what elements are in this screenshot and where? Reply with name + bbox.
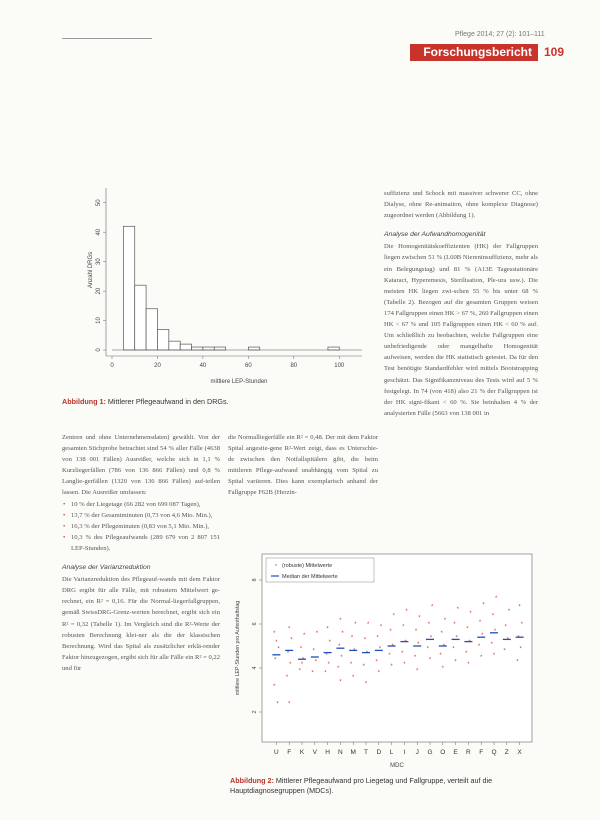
figure1-histogram	[62, 180, 372, 390]
mean-point: *	[518, 604, 521, 611]
x-tick-label: 60	[245, 363, 252, 369]
y-tick-label: 20	[96, 287, 102, 295]
mean-point: *	[519, 646, 522, 653]
mean-point: *	[453, 622, 456, 629]
mean-point: *	[315, 631, 319, 637]
figure2-caption-label: Abbildung 2:	[230, 776, 274, 785]
mean-point: *	[327, 661, 330, 668]
figure2-legend	[266, 558, 374, 582]
mean-point: *	[349, 661, 353, 668]
histogram-bar	[203, 347, 214, 350]
legend-mean-label: (robuste) Mittelwerte	[282, 563, 333, 569]
mean-point: *	[439, 653, 442, 659]
mean-point: *	[452, 646, 455, 653]
y-tick-label: 6	[252, 622, 258, 626]
mean-point: *	[277, 646, 280, 653]
mean-point: *	[290, 637, 293, 644]
mean-point: *	[288, 701, 291, 708]
mean-point: *	[340, 655, 343, 662]
mean-point: *	[273, 631, 276, 637]
x-tick-label: F	[287, 749, 292, 756]
mean-point: *	[428, 657, 432, 664]
y-tick-label: 4	[252, 666, 258, 670]
mean-point: *	[506, 637, 510, 644]
mean-point: *	[440, 631, 443, 637]
mean-point: *	[495, 595, 498, 602]
figure1-caption	[62, 397, 362, 407]
figure1-caption-label: Abbildung 1:	[62, 397, 106, 406]
x-tick-label: V	[312, 749, 317, 756]
mean-point: *	[390, 664, 393, 670]
text-column-left	[62, 432, 220, 674]
paragraph: Zentren und ohne Unternehmensdaten) gewählt. Von der gesamten Stichprobe betrachtet sind 54 % aller Fälle (4638 von 138 001 Fällen) Ausreißer, welche sich in 1,1 % Kurzliegerfällen (786 von 136 866 Fällen) und 0,8 % Langlie-gerfällen (1320 von 136 866 Fällen) auf-teilen lassen. Die Ausreißer umfassen:	[62, 434, 220, 497]
mean-point: *	[477, 644, 481, 651]
mean-point: *	[379, 624, 383, 631]
mean-point: *	[401, 650, 404, 657]
mean-point: *	[480, 655, 483, 662]
legend-marker-mean: *	[275, 564, 278, 570]
bullet-list	[62, 499, 220, 554]
histogram-bar	[214, 347, 225, 350]
x-tick-label: H	[325, 749, 330, 756]
x-tick-label: 80	[290, 363, 298, 369]
list-item: • 13,7 % der Gesamtminuten (0,73 von 4,6 Mio. Min.),	[71, 510, 220, 521]
x-tick-label: 100	[334, 363, 345, 369]
mean-point: *	[492, 653, 496, 659]
text-column-right	[384, 188, 538, 419]
mean-point: *	[426, 646, 429, 653]
mean-point: *	[377, 670, 380, 677]
mean-point: *	[465, 650, 468, 657]
mean-point: *	[362, 664, 365, 670]
paragraph: Die Varianzreduktion des Pflegeauf-wands mit dem Faktor DRG ergibt für alle Fälle, mit robustem Mittelwert ge-rechnet, ein R² = 0,16. Für die Normal-liegerfallgruppen, gemäß SwissDRG-Grenz-werten berechnet, ergibt sich ein R² = 0,32 (Tabelle 1). Im Vergleich sind die R²-Werte der robusten Berechnung klei-ner als die der klassischen Berechnung. Wird das Spital als zusätzlicher erklä-render Faktor hinzugezogen, ergibt sich für alle Fälle ein R² = 0,22 und für	[62, 576, 220, 672]
figure2-ylabel: mittlere LEP-Stunden pro Aufenthaltstag	[235, 600, 241, 696]
mean-point: *	[365, 650, 369, 657]
list-item: • 10,3 % des Pflegeaufwands (289 679 von 2 807 151 LEP-Stunden).	[71, 532, 220, 554]
mean-point: *	[443, 617, 447, 624]
mean-point: *	[299, 646, 303, 653]
header-rule	[62, 38, 152, 39]
x-tick-label: M	[350, 749, 356, 756]
figure1-caption-text: Mittlerer Pflegeaufwand in den DRGs.	[107, 397, 229, 406]
mean-point: *	[507, 609, 511, 615]
mean-point: *	[388, 653, 391, 659]
mean-point: *	[303, 633, 306, 640]
x-tick-label: Z	[504, 749, 509, 756]
x-tick-label: E	[453, 749, 458, 756]
mean-point: *	[325, 653, 328, 659]
mean-point: *	[376, 635, 379, 642]
mean-point: *	[391, 644, 394, 651]
mean-point: *	[337, 666, 340, 673]
x-tick-label: 0	[110, 363, 114, 369]
mean-point: *	[301, 657, 305, 664]
x-tick-label: R	[466, 749, 471, 756]
mean-point: *	[378, 646, 382, 653]
histogram-bar	[157, 329, 168, 350]
mean-point: *	[354, 622, 357, 629]
section-heading: Analyse der Aufwandhomogenität	[384, 231, 486, 239]
mean-point: *	[482, 602, 485, 609]
paragraph: die Normalliegerfälle ein R² = 0,48. Der mit dem Faktor Spital angestie-gene R²-Wert zeigt, dass es Unterschie-de zwischen den Notfallspitälern gibt, die beim mittleren Pflege-aufwand unabhängig vom Spital zu Spital variieren. Dies kann exemplarisch anhand der Fallgruppe F62B (Herzin-	[228, 434, 378, 497]
mean-point: *	[504, 624, 507, 631]
mean-point: *	[339, 617, 342, 624]
x-tick-label: K	[299, 749, 305, 756]
mean-point: *	[326, 626, 329, 633]
mean-point: *	[442, 644, 446, 651]
x-tick-label: X	[517, 749, 522, 756]
figure2-caption	[230, 776, 542, 796]
mean-point: *	[339, 679, 342, 686]
mean-point: *	[314, 659, 318, 666]
histogram-bar	[169, 341, 180, 350]
x-tick-label: 40	[199, 363, 207, 369]
mean-point: *	[338, 644, 341, 651]
mean-point: *	[353, 648, 356, 655]
y-tick-label: 8	[252, 578, 258, 582]
paragraph: Die Homogenitätskoeffizienten (HK) der Fallgruppen liegen zwischen 51 % (L60B Niereninsuffizienz, mehr als ein Belegungstag) und 81 % (A13E Tagesstationäre Kataract, Hyperemesis, Sterilisation, Ple-ura usw.). Die meisten HK liegen zwi-schen 55 % bis unter 68 % (Tabelle 2). Bezogen auf die gesamten Gruppen weisen 174 Fallgruppen einen HK > 67 %, 260 Fallgruppen einen HK < 67 % und 105 Fallgruppen einen HK < 60 % auf. Um schließlich zu beobachten, welche Fallgruppen eine unbefriedigende oder mangelhafte Homogenität aufweisen, werden die HK statistisch getestet. Da für den Test benötigte Standardfehler wird mittels Bootstrapping geschätzt. Das Signifikanzniveau des Tests wird auf 5 % festgelegt. In 74 (von 418) also 21 % der Fallgruppen ist der HK signi-fikant < 60 %. Sie beinhalten 4 % der analysierten Fälle (5663 von 138 001 in	[384, 243, 538, 417]
x-tick-label: N	[338, 749, 343, 756]
x-tick-label: U	[274, 749, 279, 756]
mean-point: *	[427, 622, 431, 629]
x-tick-label: L	[389, 749, 394, 756]
mean-point: *	[341, 631, 344, 637]
histogram-bar	[135, 285, 146, 350]
x-tick-label: J	[415, 749, 419, 756]
mean-point: *	[363, 637, 367, 644]
mean-point: *	[493, 628, 497, 635]
mean-point: *	[402, 624, 405, 631]
mean-point: *	[441, 666, 444, 673]
mean-point: *	[468, 639, 471, 646]
list-item: • 10 % der Liegetage (66 282 von 699 087 Tagen),	[71, 499, 220, 510]
y-tick-label: 50	[96, 199, 102, 207]
mean-point: *	[389, 628, 392, 635]
histogram-bar	[123, 226, 134, 350]
mean-point: *	[324, 670, 327, 677]
mean-point: *	[491, 613, 495, 620]
histogram-bar	[192, 347, 203, 350]
y-tick-label: 10	[96, 317, 102, 324]
section-heading: Analyse der Varianzreduktion	[62, 564, 151, 572]
mean-point: *	[516, 659, 519, 666]
x-tick-label: O	[440, 749, 446, 756]
mean-point: *	[285, 675, 289, 681]
mean-point: *	[469, 611, 472, 618]
figure1-xlabel: mittlere LEP-Stunden	[210, 379, 268, 385]
y-tick-label: 30	[96, 258, 102, 265]
mean-point: *	[289, 661, 292, 668]
mean-point: *	[367, 622, 370, 629]
x-tick-label: T	[364, 749, 368, 756]
mean-point: *	[490, 642, 493, 648]
mean-point: *	[414, 628, 418, 635]
x-tick-label: D	[376, 749, 382, 756]
mean-point: *	[274, 657, 277, 664]
mean-point: *	[312, 648, 315, 655]
legend-median-label: Median der Mittelwerte	[282, 574, 338, 580]
figure2-scatter	[228, 548, 540, 770]
mean-point: *	[392, 613, 395, 620]
mean-point: *	[456, 606, 459, 613]
mean-point: *	[375, 659, 378, 666]
mean-point: *	[466, 626, 469, 633]
mean-point: *	[350, 635, 354, 642]
mean-point: *	[273, 683, 276, 690]
mean-point: *	[364, 681, 368, 688]
x-tick-label: Q	[491, 749, 497, 756]
mean-point: *	[517, 635, 520, 642]
y-tick-label: 2	[252, 710, 258, 714]
section-banner: Forschungsbericht	[410, 44, 538, 61]
journal-reference: Pflege 2014; 27 (2): 101–111	[455, 31, 545, 38]
x-tick-label: 20	[154, 363, 161, 369]
mean-point: *	[311, 670, 314, 677]
mean-point: *	[454, 659, 457, 666]
histogram-bar	[328, 347, 339, 350]
x-tick-label: I	[403, 749, 406, 756]
figure1-ylabel: Anzahl DRGs	[88, 251, 94, 289]
mean-point: *	[300, 661, 304, 668]
text-column-middle	[228, 432, 378, 499]
mean-point: *	[404, 639, 407, 646]
mean-point: *	[431, 604, 434, 611]
mean-point: *	[429, 635, 433, 642]
mean-point: *	[275, 639, 278, 646]
mean-point: *	[520, 622, 523, 629]
histogram-bar	[146, 309, 157, 350]
mean-point: *	[467, 661, 470, 668]
mean-point: *	[478, 620, 482, 626]
x-tick-label: G	[427, 749, 433, 756]
mean-point: *	[418, 615, 421, 622]
mean-point: *	[405, 609, 408, 615]
mean-point: *	[298, 668, 301, 675]
mean-point: *	[455, 635, 458, 642]
mean-point: *	[413, 655, 417, 662]
histogram-bar	[248, 347, 259, 350]
mean-point: *	[403, 661, 406, 668]
y-tick-label: 40	[96, 228, 102, 236]
list-item: • 16,3 % der Pflegeminuten (0,83 von 5,1 Mio. Min.),	[71, 521, 220, 532]
mean-point: *	[276, 701, 279, 708]
paragraph: suffizienz und Schock mit massiver schwerer CC, ohne Dialyse, ohne Re-animation, ohne komplexe Diagnose) zugeordnet werden (Abbildung 1).	[384, 190, 538, 220]
mean-point: *	[286, 650, 290, 657]
mean-point: *	[416, 668, 419, 675]
y-tick-label: 0	[96, 348, 102, 352]
mean-point: *	[481, 633, 484, 640]
histogram-bar	[180, 344, 191, 350]
figure2-caption-text: Mittlerer Pflegeaufwand pro Liegetag und Fallgruppe, verteilt auf die Hauptdiagnosegruppen (MDCs).	[230, 776, 493, 795]
figure2-xlabel: MDC	[390, 763, 404, 769]
mean-point: *	[288, 626, 291, 633]
mean-point: *	[503, 648, 506, 655]
mean-point: *	[328, 639, 331, 646]
mean-point: *	[352, 675, 355, 681]
page-number: 109	[544, 45, 565, 59]
mean-point: *	[417, 642, 420, 648]
x-tick-label: F	[479, 749, 484, 756]
